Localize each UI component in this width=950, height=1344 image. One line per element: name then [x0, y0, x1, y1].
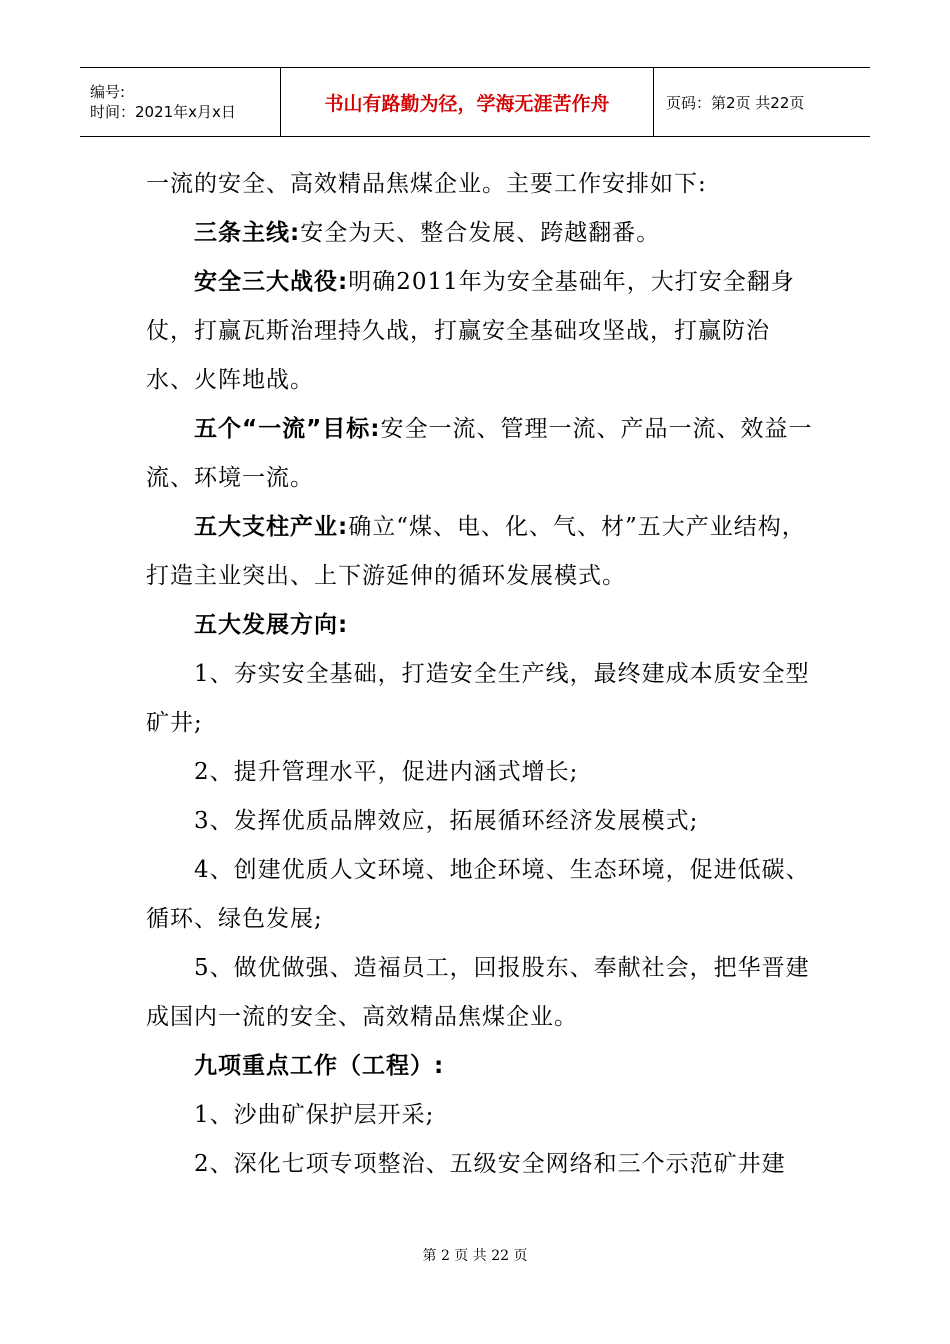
paragraph-text: 2、提升管理水平，促进内涵式增长; [194, 759, 579, 785]
document-number-label: 编号: [90, 83, 126, 101]
paragraph-text: 1、夯实安全基础，打造安全生产线，最终建成本质安全型矿井; [146, 661, 810, 736]
paragraph-text: 2、深化七项专项整治、五级安全网络和三个示范矿井建 [194, 1151, 786, 1177]
paragraph-text: 1、沙曲矿保护层开采; [194, 1102, 435, 1128]
page-header [80, 67, 870, 137]
paragraph [146, 160, 814, 209]
paragraph [146, 1042, 814, 1091]
page-footer [0, 1245, 950, 1265]
paragraph-heading: 五大支柱产业: [194, 514, 349, 540]
page-number-label: 页码：第2页 共22页 [666, 93, 805, 112]
paragraph [146, 258, 814, 405]
header-info [80, 68, 280, 136]
list-item [146, 797, 814, 846]
paragraph-heading: 三条主线: [194, 220, 301, 246]
list-item [146, 748, 814, 797]
paragraph-text: 3、发挥优质品牌效应，拓展循环经济发展模式; [194, 808, 699, 834]
motto-text: 书山有路勤为径，学海无涯苦作舟 [324, 92, 610, 115]
paragraph-text: 安全一流、管理一流、产品一流、效益一流、环境一流。 [146, 416, 813, 491]
paragraph-heading: 五大发展方向: [194, 612, 349, 638]
paragraph [146, 405, 814, 503]
paragraph-heading: 九项重点工作（工程）: [194, 1053, 445, 1079]
list-item [146, 1140, 814, 1189]
footer-page-number: 第 2 页 共 22 页 [422, 1248, 528, 1264]
paragraph [146, 503, 814, 601]
paragraph-text: 确立“煤、电、化、气、材”五大产业结构，打造主业突出、上下游延伸的循环发展模式。 [146, 514, 806, 589]
paragraph-heading: 五个“一流”目标: [194, 416, 381, 442]
paragraph-heading: 安全三大战役: [194, 269, 349, 295]
paragraph [146, 209, 814, 258]
paragraph-text: 明确2011年为安全基础年，大打安全翻身仗，打赢瓦斯治理持久战，打赢安全基础攻坚战，打赢防治水、火阵地战。 [146, 269, 795, 393]
header-motto [280, 68, 654, 136]
document-body [146, 160, 814, 1189]
list-item [146, 1091, 814, 1140]
paragraph-text: 一流的安全、高效精品焦煤企业。主要工作安排如下: [146, 171, 707, 197]
paragraph-text: 4、创建优质人文环境、地企环境、生态环境，促进低碳、循环、绿色发展; [146, 857, 810, 932]
list-item [146, 650, 814, 748]
paragraph-text: 5、做优做强、造福员工，回报股东、奉献社会，把华晋建成国内一流的安全、高效精品焦煤企业。 [146, 955, 810, 1030]
header-page-info [654, 68, 870, 136]
paragraph-text: 安全为天、整合发展、跨越翻番。 [300, 220, 661, 246]
paragraph [146, 601, 814, 650]
document-time-label: 时间：2021年x月x日 [90, 103, 236, 121]
list-item [146, 944, 814, 1042]
list-item [146, 846, 814, 944]
